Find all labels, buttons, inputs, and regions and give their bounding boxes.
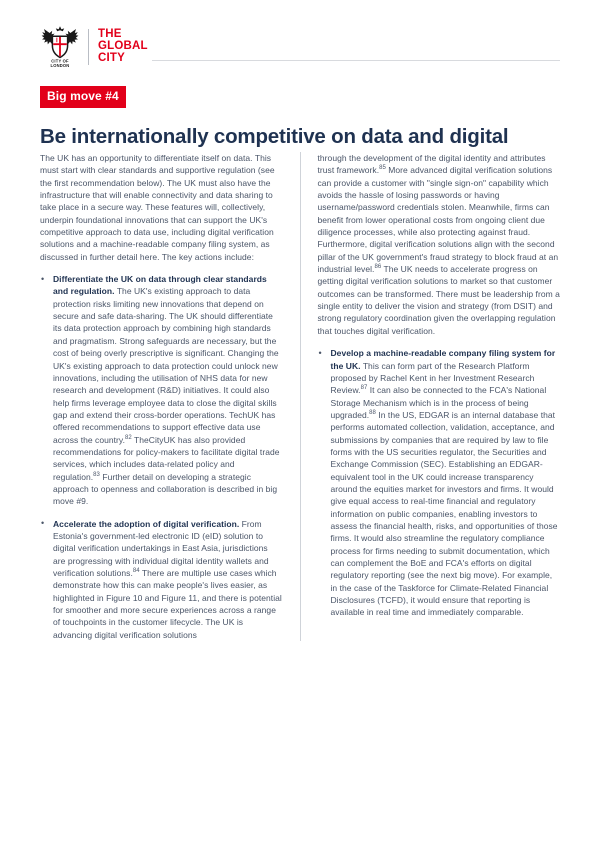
city-of-london-crest-icon [40,25,80,69]
bullet-body-3: Further detail on developing a strategic approach to openness and collaboration is described in big move #9. [53,471,278,507]
bullet-body-2: It can also be connected to the FCA's National Storage Mechanism which is in the process of being upgraded. [330,385,547,420]
bullet-body-2: TheCityUK has also provided recommendations for policy-makers to facilitate digital trade services, which includes data-related policy and regulation. [53,434,280,482]
bullet-body-1: This can form part of the Research Platform proposed by Rachel Kent in her Investment Research Review. [330,360,535,396]
page-title: Be internationally competitive on data and digital [40,124,509,148]
left-column-bullet-list [40,273,283,641]
bullet-body-1: The UK's existing approach to data protection risks limiting new innovations that depend on secure and safe data-sharing. The UK should differentiate its data protection approach by combining high standards and pragmatism. Strong safeguards are necessary, but the cost of being overly prescriptive is significant. Changing the UK's existing approach to data protection could unlock new innovations, including the utilisation of NHS data for new research and development (R&D) initiatives. It could also help firms leverage employee data to close the digital skills gap and extend their cross-border operations. TechUK has offered recommendations to support effective data use across the country. [53,286,279,445]
footnote-ref: 85 [379,165,386,172]
wordmark-line-2: GLOBAL [98,40,148,53]
global-city-wordmark [98,29,148,64]
footnote-ref: 87 [360,385,368,392]
svg-text:CITY OF: CITY OF [51,58,69,64]
continuation-body-2: More advanced digital verification solutions can provide a customer with "single sign-on" capability which avoids the hassle of losing passwords or having username/password credentials stolen. Meanwhile, firms can benefit from lower operational costs from ongoing client due diligence processes, while also protecting against fraud. Furthermore, digital verification solutions align with the second pillar of the UK government's fraud strategy to block fraud at an industrial level. [317,165,559,275]
list-item [40,273,283,508]
column-divider [300,152,301,641]
big-move-badge: Big move #4 [40,86,126,108]
footnote-ref: 86 [374,264,382,271]
right-column [313,152,561,641]
footnote-ref: 83 [93,471,100,478]
footnote-ref: 84 [132,568,140,575]
right-column-bullet-list [318,347,561,619]
bullet-body-3: In the US, EDGAR is an internal database that performs automated collection, validation, acceptance, and submissions by companies that are required by law to file forms with the US securities regulator, the Securities and Exchange Commission (SEC). Establishing an EDGAR-equivalent tool in the UK could increase transparency around the equities market for investors and firms. It would give equal access to real-time financial and regulatory information on public companies, enabling investors to assess the financial health, risks, and opportunities of those firms. It would also streamline the regulatory compliance process for firms needing to submit documentation, which can complement the BoE and FCA's efforts on digital regulatory reporting (see the next big move). For example, in the case of the Taskforce for Climate-Related Financial Disclosures (TCFD), it would ensure that reporting is available in real time and immediately comparable. [330,409,558,618]
svg-text:LONDON: LONDON [50,63,70,69]
continuation-paragraph [318,152,561,337]
brand-header [40,24,148,70]
continuation-body-3: The UK needs to accelerate progress on getting digital verification solutions to market so that customer outcomes can be transformed. There must be leadership from a single entity to deliver the vision and strategy (from DSIT) and strong regulatory coordination given the overlapping regulation that touches digital verification. [317,264,560,336]
footnote-ref: 82 [125,434,132,441]
header-rule [152,60,560,61]
footnote-ref: 88 [369,410,376,417]
body-columns [40,152,560,641]
bullet-lead: Accelerate the adoption of digital verification. [53,518,240,529]
bullet-body-1: From Estonia's government-led electronic ID (eID) solution to digital verification undertakings in East Asia, jurisdictions are progressing with individual digital identity wallets and verification solutions. [53,518,269,578]
logo-divider [88,29,89,65]
list-item [318,347,561,619]
continuation-body-1: through the development of the digital identity and attributes trust framework. [317,153,546,176]
list-item [40,518,283,641]
left-column [40,152,288,641]
wordmark-line-1: THE [98,28,122,41]
bullet-lead: Develop a machine-readable company filing system for the UK. [330,348,556,371]
bullet-body-2: There are multiple use cases which demonstrate how this can make people's lives easier, as highlighted in Figure 10 and Figure 11, and there is potential for smoother and more secure experiences across a range of touchpoints in the customer lifecycle. The UK is advancing digital verification solutions [53,568,282,640]
bullet-lead: Differentiate the UK on data through clear standards and regulation. [53,274,267,297]
wordmark-line-3: CITY [98,51,125,64]
intro-paragraph: The UK has an opportunity to differentiate itself on data. This must start with clear standards and supportive regulation (see the first recommendation below). The UK must also have the infrastructure that will enable connectivity and data sharing to take place in a secure way. These features will, collectively, underpin foundational innovations that can support the UK's competitive approach to data use, including digital verification solutions and a machine-readable company filing system, as discussed in further detail here. The key actions include: [40,153,275,262]
